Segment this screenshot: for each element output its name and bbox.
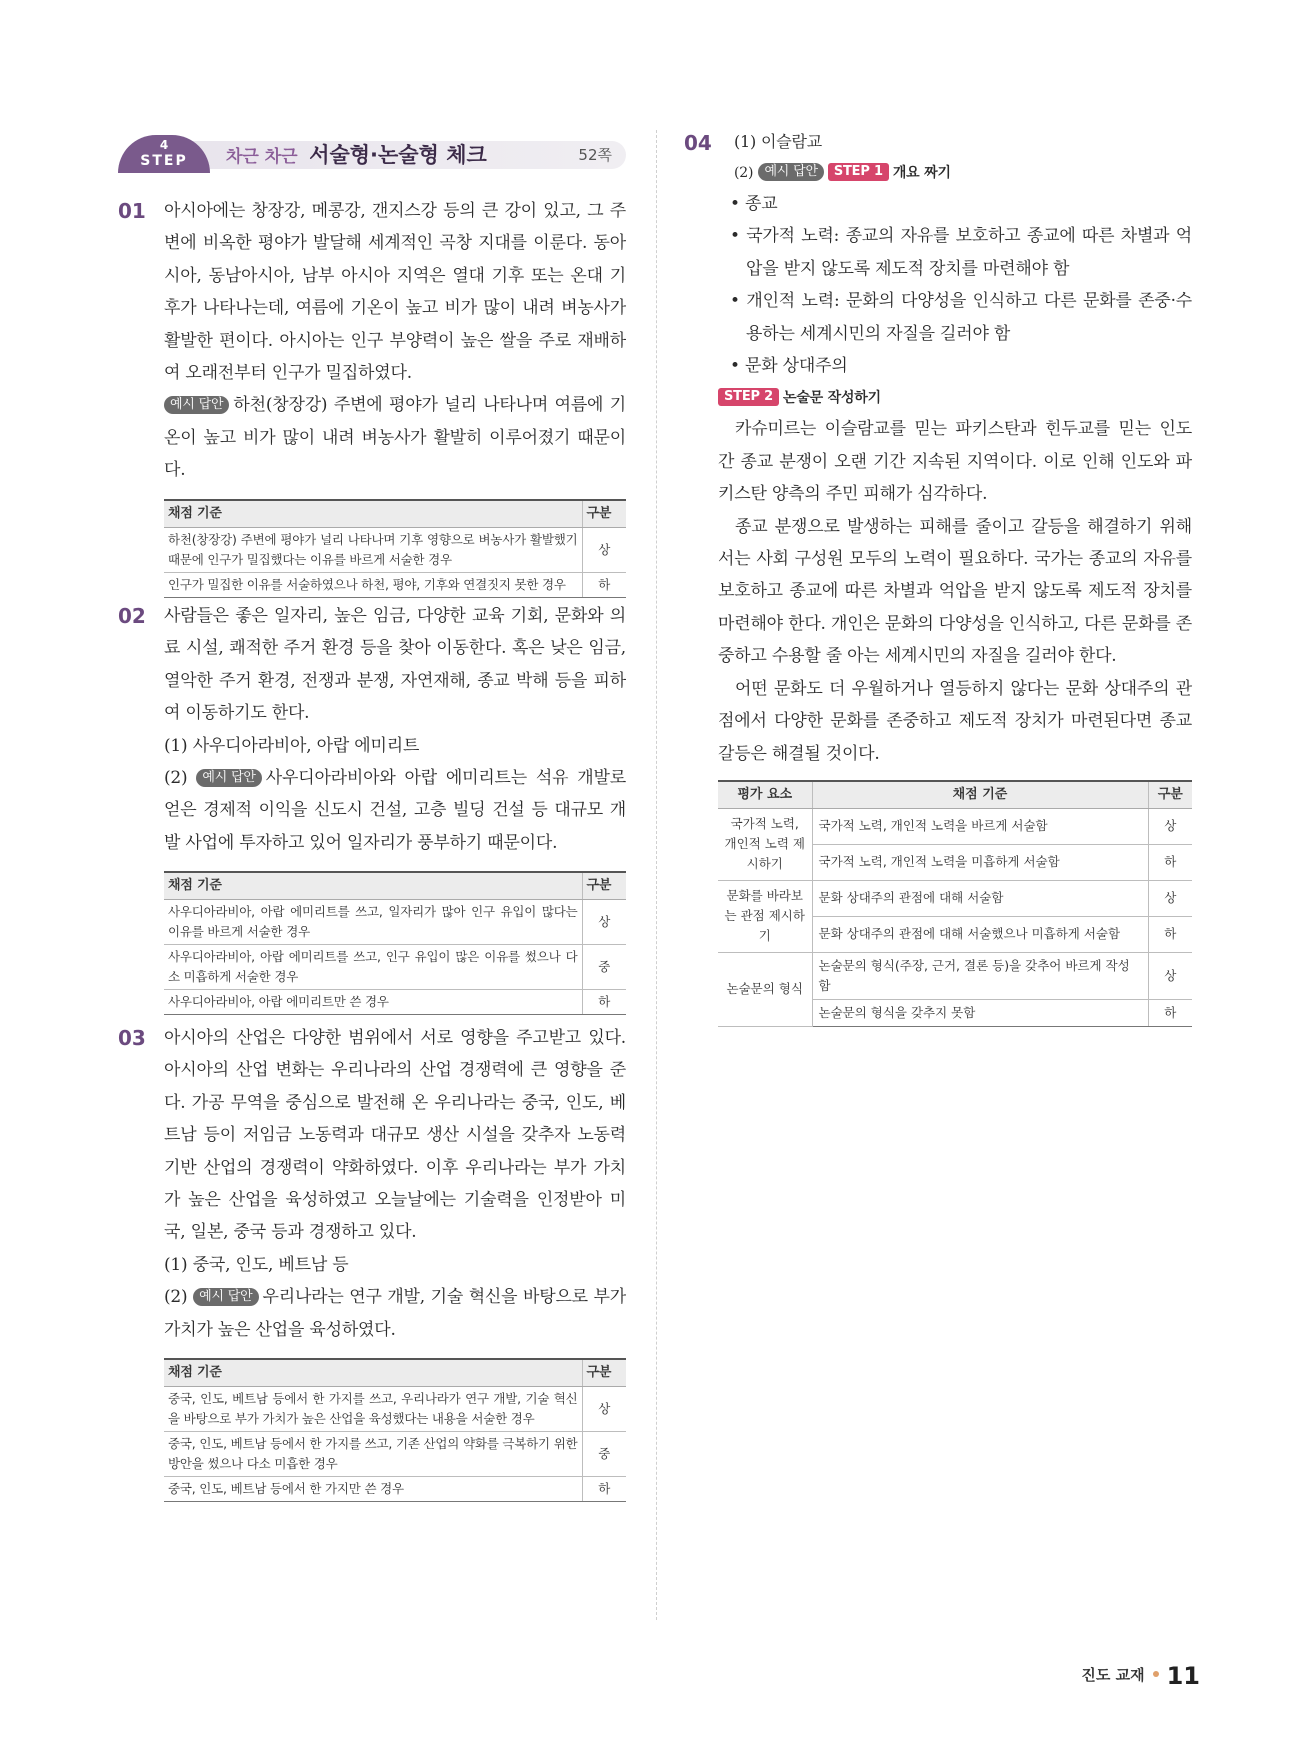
question-number: 01: [118, 199, 146, 223]
sub-answer-text: 사우디아라비아, 아랍 에미리트: [192, 735, 420, 756]
question-body: [164, 1022, 626, 1502]
example-answer-badge: 예시 답안: [193, 1288, 258, 1306]
element-cell: 문화를 바라보는 관점 제시하기: [718, 880, 812, 952]
col-header-criteria: 채점 기준: [812, 781, 1148, 809]
step-label: STEP: [140, 153, 188, 169]
table-row: [164, 945, 626, 990]
question-text: 아시아의 산업은 다양한 범위에서 서로 영향을 주고받고 있다. 아시아의 산업 변화는 우리나라의 산업 경쟁력에 큰 영향을 준다. 가공 무역을 중심으로 발전해 온 우리나라는 중국, 인도, 베트남 등이 저임금 노동력과 대규모 생산 시설을 갖추자 노동력 기반 산업의 경쟁력이 약화하였다. 이후 우리나라는 부가 가치가 높은 산업을 육성하였고 오늘날에는 기술력을 인정받아 미국, 일본, 중국 등과 경쟁하고 있다.: [164, 1028, 626, 1243]
sub-answer-text: 이슬람교: [760, 132, 822, 151]
section-main-title: 서술형·논술형 체크: [309, 143, 487, 167]
sub-label: (1): [164, 1254, 188, 1275]
grade-cell: 하: [582, 1477, 626, 1502]
grade-cell: 하: [1148, 844, 1192, 880]
sub-label: (2): [164, 1287, 188, 1308]
element-cell: 논술문의 형식: [718, 952, 812, 1026]
sub-answer-text: 중국, 인도, 베트남 등: [192, 1254, 349, 1275]
criteria-cell: 국가적 노력, 개인적 노력을 바르게 서술함: [812, 808, 1148, 844]
table-row: [164, 990, 626, 1015]
sub-label: (1): [734, 132, 757, 151]
column-divider: [656, 130, 657, 1620]
question-body: [164, 195, 626, 598]
table-row: [718, 880, 1192, 916]
criteria-cell: 중국, 인도, 베트남 등에서 한 가지를 쓰고, 기존 산업의 약화를 극복하기 위한 방안을 썼으나 다소 미흡한 경우: [164, 1432, 582, 1477]
q04-outline: [718, 188, 1192, 770]
col-header-criteria: 채점 기준: [164, 500, 582, 528]
criteria-cell: 사우디아라비아, 아랍 에미리트만 쓴 경우: [164, 990, 582, 1015]
criteria-cell: 국가적 노력, 개인적 노력을 미흡하게 서술함: [812, 844, 1148, 880]
outline-bullet: • 문화 상대주의: [730, 356, 848, 377]
grade-cell: 상: [1148, 880, 1192, 916]
essay-paragraph: 어떤 문화도 더 우월하거나 열등하지 않다는 문화 상대주의 관점에서 다양한 문화를 존중하고 제도적 장치가 마련된다면 종교 갈등은 해결될 것이다.: [718, 678, 1192, 764]
q04-table-wrap: [718, 780, 1192, 1027]
criteria-cell: 논술문의 형식(주장, 근거, 결론 등)을 갖추어 바르게 작성함: [812, 952, 1148, 999]
col-header-grade: 구분: [582, 500, 626, 528]
col-header-criteria: 채점 기준: [164, 872, 582, 900]
criteria-cell: 중국, 인도, 베트남 등에서 한 가지만 쓴 경우: [164, 1477, 582, 1502]
page-reference: 52쪽: [578, 146, 612, 164]
grade-cell: 상: [1148, 952, 1192, 999]
criteria-cell: 하천(창장강) 주변에 평야가 널리 나타나며 기후 영향으로 벼농사가 활발했기 때문에 인구가 밀집했다는 이유를 바르게 서술한 경우: [164, 527, 582, 572]
example-answer-badge: 예시 답안: [758, 163, 823, 181]
answer: [164, 389, 626, 486]
grade-cell: 중: [582, 945, 626, 990]
table-row: [164, 1387, 626, 1432]
col-header-criteria: 채점 기준: [164, 1359, 582, 1387]
evaluation-table: [718, 780, 1192, 1027]
sub-answer-2: [164, 1281, 626, 1346]
footer-dot: [1153, 1671, 1159, 1677]
sub-label: (2): [164, 768, 188, 789]
grade-cell: 하: [582, 572, 626, 597]
example-answer-badge: 예시 답안: [164, 396, 229, 414]
col-header-grade: 구분: [582, 872, 626, 900]
bullet-text: 개인적 노력: 문화의 다양성을 인식하고 다른 문화를 존중·수용하는 세계시민의 자질을 길러야 함: [746, 291, 1192, 344]
scoring-table: [164, 1358, 626, 1502]
sub-label: (1): [164, 735, 188, 756]
sub-answer-1: [164, 730, 626, 762]
step2-title: 논술문 작성하기: [783, 390, 881, 407]
example-answer-badge: 예시 답안: [196, 769, 261, 787]
grade-cell: 하: [582, 990, 626, 1015]
table-row: [164, 572, 626, 597]
outline-bullet: • 개인적 노력: 문화의 다양성을 인식하고 다른 문화를 존중·수용하는 세계시민의 자질을 길러야 함: [730, 291, 1192, 344]
step2-heading: [718, 382, 1192, 413]
table-row: [164, 1477, 626, 1502]
question-number: 02: [118, 604, 146, 628]
sub-answer-2: [164, 762, 626, 859]
page-number: 11: [1166, 1662, 1200, 1690]
table-row: [164, 1432, 626, 1477]
grade-cell: 상: [582, 900, 626, 945]
table-row: [164, 527, 626, 572]
table-row: [718, 808, 1192, 844]
col-header-grade: 구분: [582, 1359, 626, 1387]
criteria-cell: 사우디아라비아, 아랍 에미리트를 쓰고, 인구 유입이 많은 이유를 썼으나 다소 미흡하게 서술한 경우: [164, 945, 582, 990]
criteria-cell: 문화 상대주의 관점에 대해 서술함: [812, 880, 1148, 916]
step1-badge: STEP 1: [828, 163, 889, 181]
grade-cell: 상: [582, 1387, 626, 1432]
step-number: 4: [159, 138, 169, 152]
sub-answer-2: [734, 157, 1192, 188]
outline-bullet: • 국가적 노력: 종교의 자유를 보호하고 종교에 따른 차별과 억압을 받지 않도록 제도적 장치를 마련해야 함: [730, 226, 1192, 279]
criteria-cell: 인구가 밀집한 이유를 서술하였으나 하천, 평야, 기후와 연결짓지 못한 경우: [164, 572, 582, 597]
bullet-text: 국가적 노력: 종교의 자유를 보호하고 종교에 따른 차별과 억압을 받지 않도록 제도적 장치를 마련해야 함: [746, 226, 1192, 279]
table-row: [718, 952, 1192, 999]
question-number: 03: [118, 1026, 146, 1050]
element-cell: 국가적 노력, 개인적 노력 제시하기: [718, 808, 812, 880]
question-body: [164, 600, 626, 1015]
question-body: [734, 127, 1192, 188]
scoring-table: [164, 871, 626, 1015]
grade-cell: 하: [1148, 916, 1192, 952]
question-text: 아시아에는 창장강, 메콩강, 갠지스강 등의 큰 강이 있고, 그 주변에 비옥한 평야가 발달해 세계적인 곡창 지대를 이룬다. 동아시아, 동남아시아, 남부 아시아 지역은 열대 기후 또는 온대 기후가 나타나는데, 여름에 기온이 높고 비가 많이 내려 벼농사가 활발한 편이다. 아시아는 인구 부양력이 높은 쌀을 주로 재배하여 오래전부터 인구가 밀집하였다.: [164, 201, 626, 384]
outline-bullet: • 종교: [730, 194, 778, 214]
step1-title: 개요 짜기: [892, 165, 951, 181]
grade-cell: 상: [582, 527, 626, 572]
page-footer: [1081, 1662, 1200, 1690]
criteria-cell: 사우디아라비아, 아랍 에미리트를 쓰고, 일자리가 많아 인구 유입이 많다는 이유를 바르게 서술한 경우: [164, 900, 582, 945]
bullet-text: 종교: [745, 194, 778, 214]
question-number: 04: [684, 131, 712, 155]
bullet-text: 문화 상대주의: [745, 356, 848, 377]
question-03: [118, 1022, 626, 1502]
sub-label: (2): [734, 165, 754, 181]
step2-badge: STEP 2: [718, 388, 779, 406]
grade-cell: 하: [1148, 999, 1192, 1026]
criteria-cell: 문화 상대주의 관점에 대해 서술했으나 미흡하게 서술함: [812, 916, 1148, 952]
step-badge: [118, 135, 210, 173]
answer-text: 하천(창장강) 주변에 평야가 널리 나타나며 여름에 기온이 높고 비가 많이 내려 벼농사가 활발히 이루어졌기 때문이다.: [164, 395, 626, 481]
criteria-cell: 중국, 인도, 베트남 등에서 한 가지를 쓰고, 우리나라가 연구 개발, 기술 혁신을 바탕으로 부가 가치가 높은 산업을 육성했다는 내용을 서술한 경우: [164, 1387, 582, 1432]
question-04: [686, 127, 1192, 1027]
table-row: [164, 900, 626, 945]
section-header: [118, 135, 626, 173]
sub-answer-text: 사우디아라비아와 아랍 에미리트는 석유 개발로 얻은 경제적 이익을 신도시 건설, 고층 빌딩 건설 등 대규모 개발 사업에 투자하고 있어 일자리가 풍부하기 때문이다.: [164, 768, 626, 853]
sub-answer-1: [164, 1249, 626, 1281]
section-subtitle: 차근 차근: [226, 147, 298, 167]
grade-cell: 상: [1148, 808, 1192, 844]
col-header-element: 평가 요소: [718, 781, 812, 809]
section-title: [226, 141, 487, 169]
grade-cell: 중: [582, 1432, 626, 1477]
sub-answer-text: 우리나라는 연구 개발, 기술 혁신을 바탕으로 부가 가치가 높은 산업을 육성하였다.: [164, 1287, 626, 1340]
sub-answer-1: [734, 127, 1192, 157]
essay-paragraph: 종교 분쟁으로 발생하는 피해를 줄이고 갈등을 해결하기 위해서는 사회 구성원 모두의 노력이 필요하다. 국가는 종교의 자유를 보호하고 종교에 따른 차별과 억압을 받지 않도록 제도적 장치를 마련해야 한다. 개인은 문화의 다양성을 인식하고, 다른 문화를 존중하고 수용할 줄 아는 세계시민의 자질을 길러야 한다.: [718, 516, 1192, 667]
col-header-grade: 구분: [1148, 781, 1192, 809]
question-02: [118, 600, 626, 1015]
essay-paragraph: 카슈미르는 이슬람교를 믿는 파키스탄과 힌두교를 믿는 인도 간 종교 분쟁이 오랜 기간 지속된 지역이다. 이로 인해 인도와 파키스탄 양측의 주민 피해가 심각하다.: [718, 419, 1192, 505]
criteria-cell: 논술문의 형식을 갖추지 못함: [812, 999, 1148, 1026]
question-text: 사람들은 좋은 일자리, 높은 임금, 다양한 교육 기회, 문화와 의료 시설, 쾌적한 주거 환경 등을 찾아 이동한다. 혹은 낮은 임금, 열악한 주거 환경, 전쟁과 분쟁, 자연재해, 종교 박해 등을 피하여 이동하기도 한다.: [164, 606, 626, 724]
question-01: [118, 195, 626, 598]
scoring-table: [164, 499, 626, 598]
footer-label: 진도 교재: [1081, 1666, 1145, 1684]
